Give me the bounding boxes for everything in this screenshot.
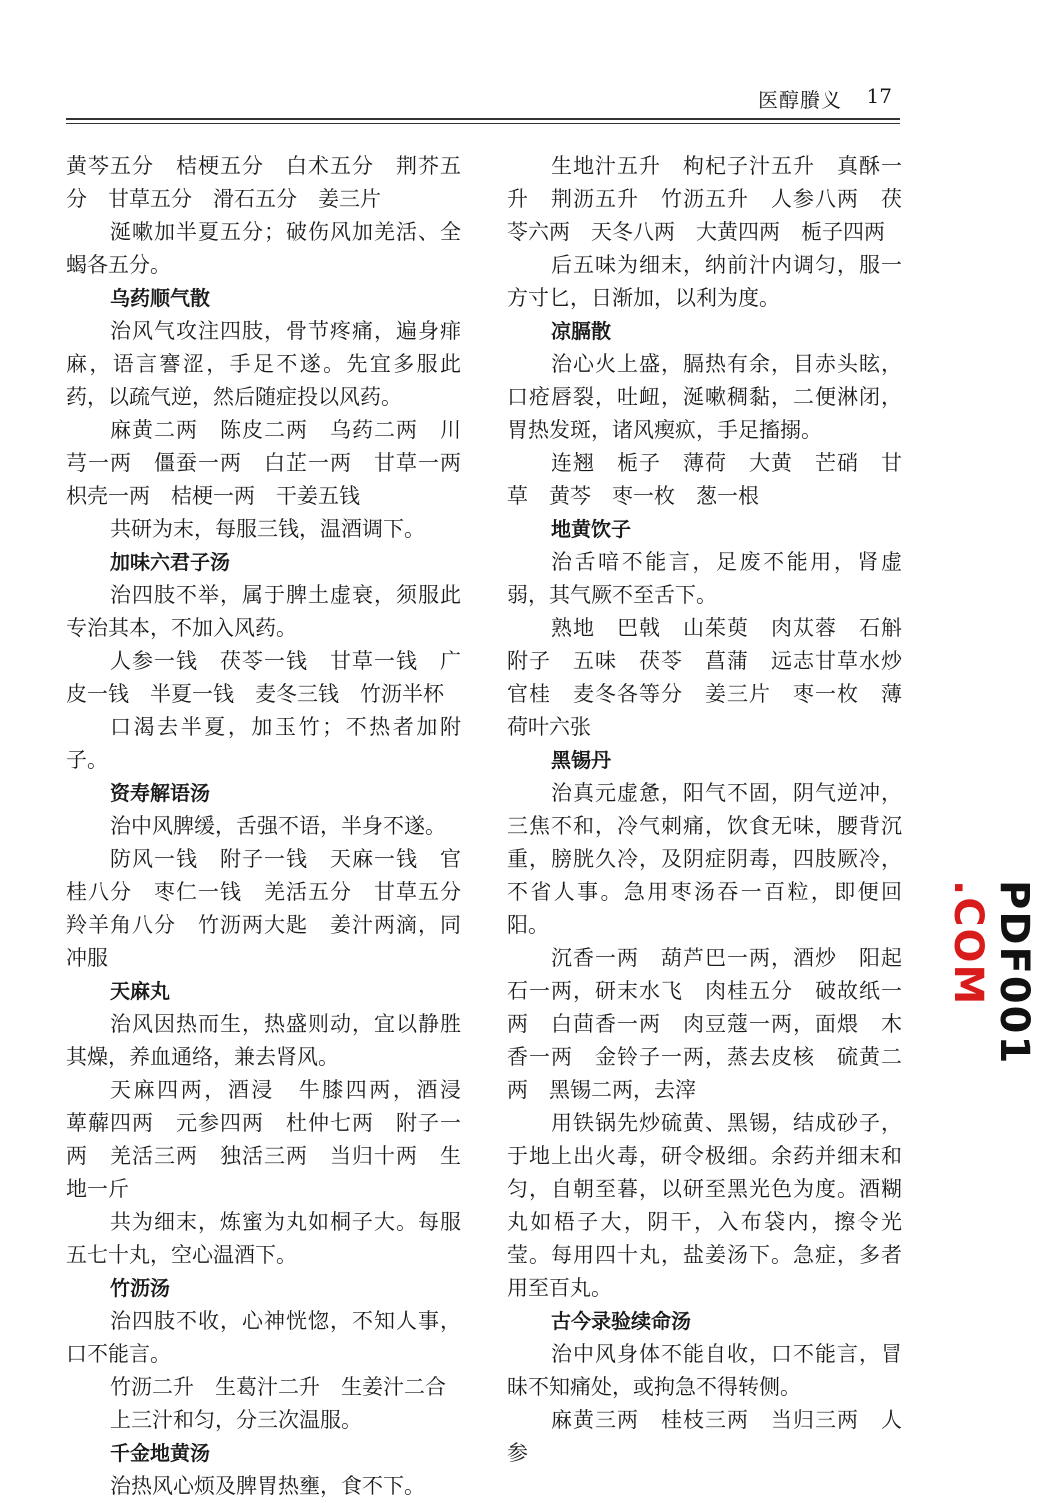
formula-title: 加味六君子汤 (110, 550, 230, 574)
formula-title: 乌药顺气散 (110, 286, 210, 310)
formula-title: 凉膈散 (551, 319, 611, 343)
herb-list: 生地汁五升 枸杞子汁五升 真酥一升 荆沥五升 竹沥五升 人参八两 茯苓六两 天冬八两 大黄四两 栀子四两 (507, 154, 902, 244)
formula-description: 治四肢不收，心神恍惚，不知人事，口不能言。 (66, 1309, 461, 1366)
herb-list: 连翘 栀子 薄荷 大黄 芒硝 甘草 黄芩 枣一枚 葱一根 (507, 451, 902, 508)
usage-note: 用铁锅先炒硫黄、黑锡，结成砂子，于地上出火毒，研令极细。余药并细末和匀，自朝至暮，以研至黑光色为度。酒糊丸如梧子大，阴干，入布袋内，擦令光莹。每用四十丸，盐姜汤下。急症，多者用至百丸。 (507, 1111, 902, 1300)
usage-note: 共为细末，炼蜜为丸如桐子大。每服五七十丸，空心温酒下。 (66, 1210, 461, 1267)
formula-description: 治风气攻注四肢，骨节疼痛，遍身痱麻，语言謇涩，手足不遂。先宜多服此药，以疏气逆，然后随症投以风药。 (66, 319, 461, 409)
herb-list: 天麻四两，酒浸 牛膝四两，酒浸 萆薢四两 元参四两 杜仲七两 附子一两 羌活三两 独活三两 当归十两 生地一斤 (66, 1078, 482, 1201)
page-header (66, 78, 900, 122)
header-rule-thin (66, 123, 900, 124)
herb-list: 麻黄二两 陈皮二两 乌药二两 川芎一两 僵蚕一两 白芷一两 甘草一两 枳壳一两 桔梗一两 干姜五钱 (66, 418, 482, 508)
formula-title: 古今录验续命汤 (551, 1309, 691, 1333)
formula-title: 千金地黄汤 (110, 1441, 210, 1465)
herb-list: 黄芩五分 桔梗五分 白术五分 荆芥五分 甘草五分 滑石五分 姜三片 (66, 154, 461, 211)
page-number: 17 (866, 84, 892, 108)
site-watermark (945, 880, 1037, 1150)
formula-description: 治热风心烦及脾胃热壅，食不下。 (110, 1474, 425, 1498)
formula-title: 黑锡丹 (551, 748, 611, 772)
formula-description: 治心火上盛，膈热有余，目赤头眩，口疮唇裂，吐衄，涎嗽稠黏，二便淋闭，胃热发斑，诸风瘈疭，手足搐搦。 (507, 352, 902, 442)
formula-title: 地黄饮子 (551, 517, 631, 541)
usage-note: 上三汁和匀，分三次温服。 (110, 1408, 362, 1432)
watermark-text: PDF001 .COM (945, 880, 1037, 1066)
herb-list: 麻黄三两 桂枝三两 当归三两 人参 (507, 1408, 902, 1465)
formula-title: 天麻丸 (110, 979, 170, 1003)
formula-description: 治四肢不举，属于脾土虚衰，须服此专治其本，不加入风药。 (66, 583, 461, 640)
usage-note: 口渴去半夏，加玉竹；不热者加附子。 (66, 715, 461, 772)
herb-list: 沉香一两 葫芦巴一两，酒炒 阳起石一两，研末水飞 肉桂五分 破故纸一两 白茴香一两 肉豆蔻一两，面煨 木香一两 金铃子一两，蒸去皮核 硫黄二两 黑锡二两，去滓 (507, 946, 902, 1102)
book-title: 医醇賸义 (758, 88, 842, 112)
herb-list: 防风一钱 附子一钱 天麻一钱 官桂八分 枣仁一钱 羌活五分 甘草五分 羚羊角八分 竹沥两大匙 姜汁两滴，同冲服 (66, 847, 482, 970)
left-column (66, 150, 482, 1503)
formula-description: 治风因热而生，热盛则动，宜以静胜其燥，养血通络，兼去肾风。 (66, 1012, 461, 1069)
usage-note: 共研为末，每服三钱，温酒调下。 (110, 517, 425, 541)
header-rule-thick (66, 118, 900, 120)
formula-description: 治舌喑不能言，足废不能用，肾虚弱，其气厥不至舌下。 (507, 550, 902, 607)
herb-list: 人参一钱 茯苓一钱 甘草一钱 广皮一钱 半夏一钱 麦冬三钱 竹沥半杯 (66, 649, 461, 706)
formula-description: 治真元虚惫，阳气不固，阴气逆冲，三焦不和，冷气刺痛，饮食无味，腰背沉重，膀胱久冷，及阴症阴毒，四肢厥冷，不省人事。急用枣汤吞一百粒，即便回阳。 (507, 781, 902, 937)
formula-description: 治中风身体不能自收，口不能言，冒昧不知痛处，或拘急不得转侧。 (507, 1342, 902, 1399)
formula-title: 资寿解语汤 (110, 781, 210, 805)
herb-list: 竹沥二升 生葛汁二升 生姜汁二合 (110, 1375, 446, 1399)
usage-note: 后五味为细末，纳前汁内调匀，服一方寸匕，日渐加，以利为度。 (507, 253, 902, 310)
formula-title: 竹沥汤 (110, 1276, 170, 1300)
formula-description: 治中风脾缓，舌强不语，半身不遂。 (110, 814, 446, 838)
herb-list: 熟地 巴戟 山茱萸 肉苁蓉 石斛 附子 五味 茯苓 菖蒲 远志甘草水炒 官桂 麦冬各等分 姜三片 枣一枚 薄荷叶六张 (507, 616, 923, 739)
right-column (507, 150, 923, 1470)
usage-note: 涎嗽加半夏五分；破伤风加羌活、全蝎各五分。 (66, 220, 461, 277)
